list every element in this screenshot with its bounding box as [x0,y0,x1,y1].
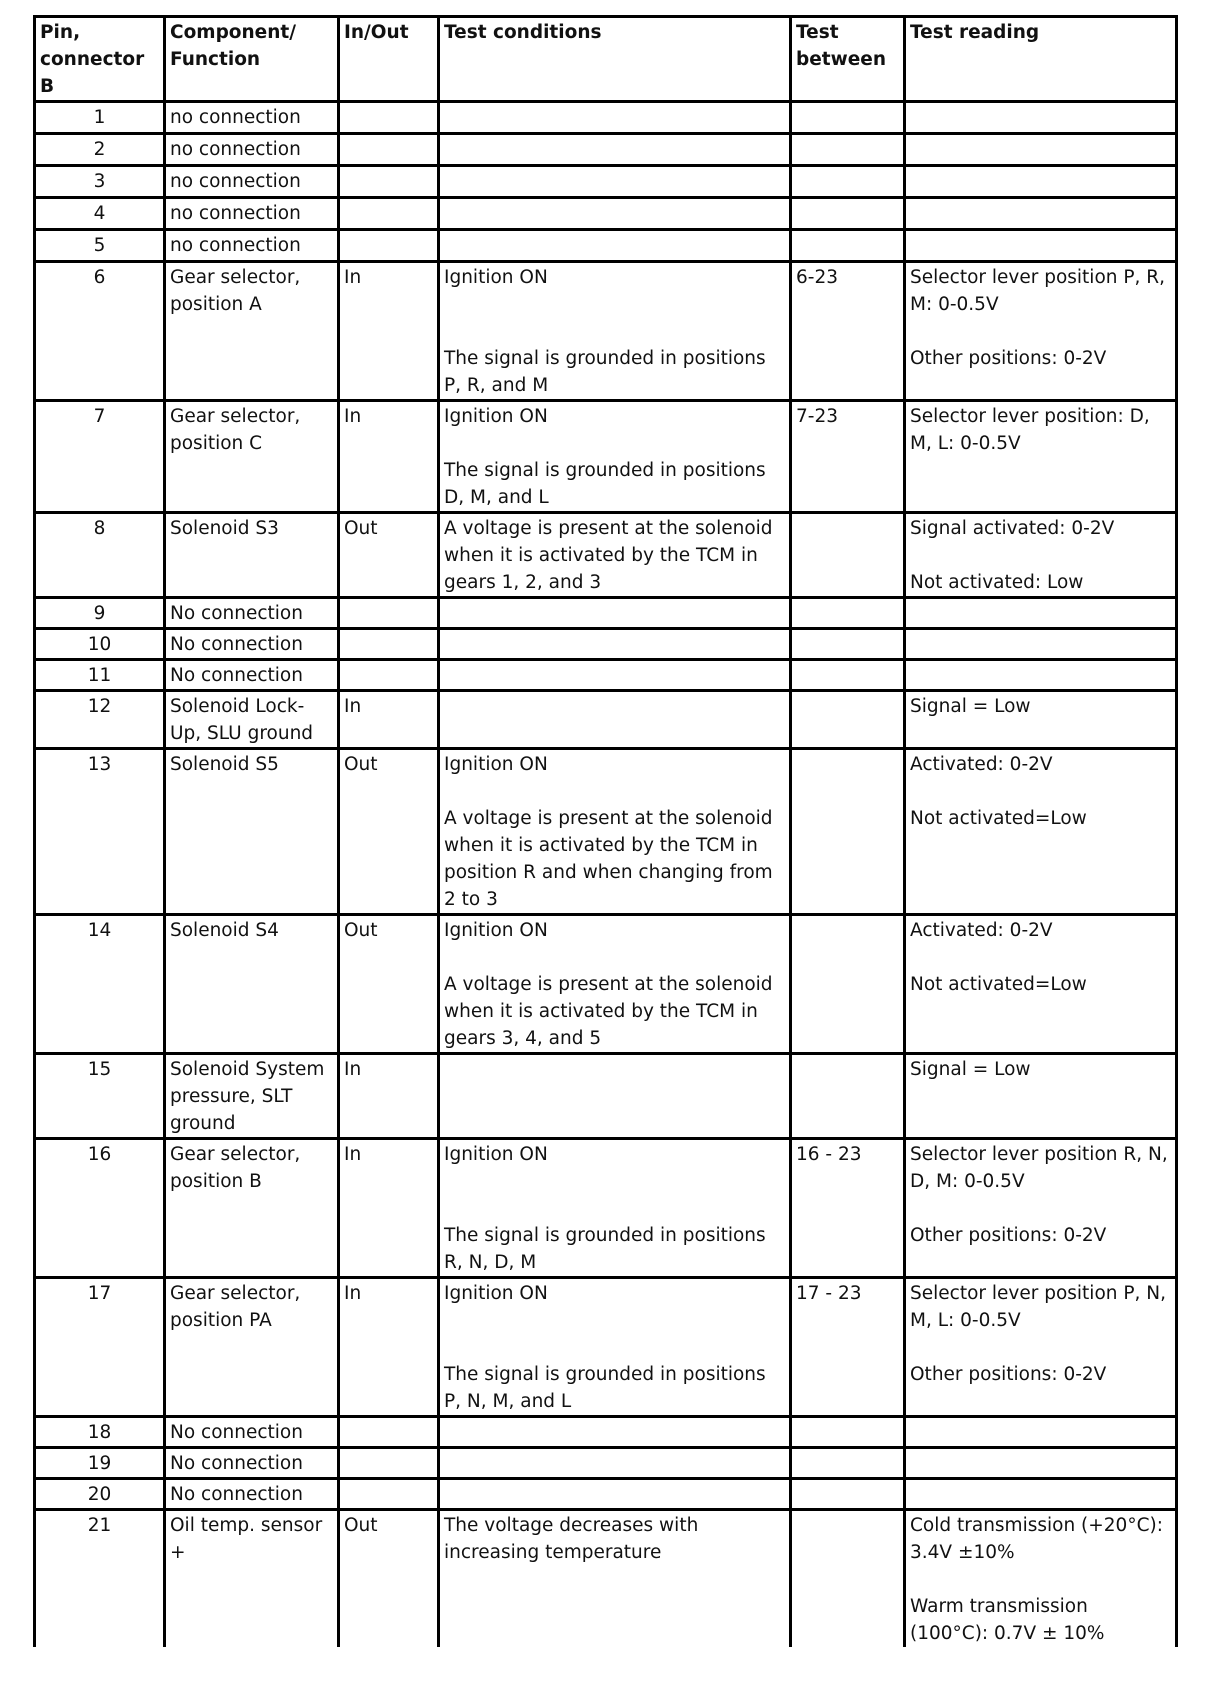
test-reading-text: Not activated: Low [910,572,1084,593]
table-row [35,629,1177,660]
test-condition-text: Ignition ON [444,754,548,775]
pin-number: 18 [35,1417,165,1448]
table-row [35,915,1177,1054]
test-condition-text: A voltage is present at the solenoid when it is activated by the TCM in position R and when changing from 2 to 3 [444,808,773,910]
test-condition-text: A voltage is present at the solenoid when it is activated by the TCM in gears 1, 2, and 3 [444,518,773,593]
in-out: In [339,262,439,401]
test-reading-text: Selector lever position: D, M, L: 0-0.5V [910,406,1150,454]
test-conditions [439,915,791,1054]
component-function: no connection [165,198,339,230]
component-function: Solenoid S3 [165,513,339,598]
test-reading-text: Not activated=Low [910,974,1087,995]
pin-number: 7 [35,401,165,513]
table-row [35,262,1177,401]
component-function: No connection [165,629,339,660]
test-between [791,102,905,134]
spacer [444,318,785,345]
test-reading [905,262,1177,401]
component-function: Solenoid System pressure, SLT ground [165,1054,339,1139]
test-reading-text: Other positions: 0-2V [910,348,1107,369]
pin-number: 12 [35,691,165,749]
test-between [791,1054,905,1139]
test-conditions [439,1510,791,1648]
test-conditions [439,1278,791,1417]
table-row [35,198,1177,230]
in-out: In [339,1278,439,1417]
component-function: no connection [165,102,339,134]
spacer [444,778,785,805]
test-reading-text: Not activated=Low [910,808,1087,829]
in-out [339,598,439,629]
pin-number: 21 [35,1510,165,1648]
table-row [35,660,1177,691]
spacer [910,944,1171,971]
test-between [791,166,905,198]
component-function: Gear selector, position PA [165,1278,339,1417]
header-reading: Test reading [905,17,1177,102]
pin-number: 4 [35,198,165,230]
test-reading [905,230,1177,262]
test-between [791,513,905,598]
pin-number: 5 [35,230,165,262]
pin-number: 14 [35,915,165,1054]
table-row [35,230,1177,262]
component-function: Solenoid S4 [165,915,339,1054]
table-row [35,134,1177,166]
test-condition-text: The signal is grounded in positions P, R, and M [444,348,766,396]
in-out [339,1448,439,1479]
table-row [35,691,1177,749]
test-reading [905,166,1177,198]
test-reading [905,1417,1177,1448]
test-between: 6-23 [791,262,905,401]
table-row [35,166,1177,198]
test-between: 7-23 [791,401,905,513]
test-reading-text: Cold transmission (+20°C): 3.4V ±10% [910,1515,1163,1563]
test-condition-text: Ignition ON [444,920,548,941]
component-function: Solenoid S5 [165,749,339,915]
table-row [35,1448,1177,1479]
table-row [35,598,1177,629]
table-row [35,513,1177,598]
in-out [339,629,439,660]
spacer [444,1168,785,1195]
test-between [791,1510,905,1648]
test-reading-text: Other positions: 0-2V [910,1225,1107,1246]
table-row [35,749,1177,915]
test-condition-text: The voltage decreases with increasing temperature [444,1515,699,1563]
pin-number: 2 [35,134,165,166]
test-conditions [439,401,791,513]
pin-number: 15 [35,1054,165,1139]
test-condition-text: The signal is grounded in positions R, N, D, M [444,1225,766,1273]
table-row [35,1417,1177,1448]
spacer [910,1566,1171,1593]
in-out [339,1479,439,1510]
pin-number: 8 [35,513,165,598]
test-reading [905,1054,1177,1139]
in-out: In [339,1139,439,1278]
component-function: no connection [165,230,339,262]
test-conditions [439,660,791,691]
test-condition-text: Ignition ON [444,406,548,427]
test-reading-text: Signal = Low [910,696,1031,717]
test-between [791,598,905,629]
test-conditions [439,198,791,230]
spacer [910,1195,1171,1222]
spacer [444,944,785,971]
test-between [791,1448,905,1479]
test-between: 16 - 23 [791,1139,905,1278]
test-condition-text: Ignition ON [444,267,548,288]
test-conditions [439,134,791,166]
test-reading-text: Warm transmission (100°C): 0.7V ± 10% [910,1596,1105,1644]
pin-number: 19 [35,1448,165,1479]
pin-number: 3 [35,166,165,198]
test-reading [905,915,1177,1054]
test-between: 17 - 23 [791,1278,905,1417]
in-out: In [339,401,439,513]
in-out [339,102,439,134]
in-out: In [339,1054,439,1139]
test-reading-text: Signal activated: 0-2V [910,518,1115,539]
test-condition-text: Ignition ON [444,1144,548,1165]
test-reading [905,598,1177,629]
in-out [339,230,439,262]
test-conditions [439,102,791,134]
pin-number: 13 [35,749,165,915]
component-function: Oil temp. sensor + [165,1510,339,1648]
pin-number: 11 [35,660,165,691]
table-row [35,1139,1177,1278]
component-function: no connection [165,134,339,166]
table-body [35,102,1177,1648]
table-row [35,1510,1177,1648]
test-reading [905,198,1177,230]
test-reading [905,1510,1177,1648]
in-out: Out [339,749,439,915]
test-conditions [439,1054,791,1139]
test-conditions [439,598,791,629]
test-conditions [439,629,791,660]
test-between [791,749,905,915]
test-between [791,1479,905,1510]
table-header-row [35,17,1177,102]
test-between [791,1417,905,1448]
spacer [444,430,785,457]
table-row [35,1054,1177,1139]
in-out [339,1417,439,1448]
test-conditions [439,749,791,915]
component-function: No connection [165,660,339,691]
test-condition-text: The signal is grounded in positions P, N, M, and L [444,1364,766,1412]
header-inout: In/Out [339,17,439,102]
pin-number: 16 [35,1139,165,1278]
test-reading [905,134,1177,166]
spacer [444,1195,785,1222]
test-condition-text: A voltage is present at the solenoid when it is activated by the TCM in gears 3, 4, and 5 [444,974,773,1049]
test-reading-text: Selector lever position P, R, M: 0-0.5V [910,267,1166,315]
component-function: Gear selector, position A [165,262,339,401]
component-function: Gear selector, position C [165,401,339,513]
header-conditions: Test conditions [439,17,791,102]
test-reading [905,691,1177,749]
spacer [444,291,785,318]
in-out [339,134,439,166]
pin-number: 1 [35,102,165,134]
test-reading [905,1479,1177,1510]
test-conditions [439,230,791,262]
test-reading [905,1278,1177,1417]
pin-table [33,15,1178,1647]
in-out: Out [339,1510,439,1648]
test-conditions [439,1139,791,1278]
header-between: Test between [791,17,905,102]
spacer [444,1334,785,1361]
in-out [339,166,439,198]
test-condition-text: The signal is grounded in positions D, M, and L [444,460,766,508]
pin-number: 6 [35,262,165,401]
test-condition-text: Ignition ON [444,1283,548,1304]
in-out: Out [339,513,439,598]
test-between [791,198,905,230]
test-reading-text: Activated: 0-2V [910,754,1053,775]
test-conditions [439,1448,791,1479]
test-between [791,660,905,691]
test-conditions [439,166,791,198]
table-row [35,102,1177,134]
test-reading-text: Signal = Low [910,1059,1031,1080]
test-conditions [439,1479,791,1510]
test-reading [905,102,1177,134]
component-function: No connection [165,598,339,629]
test-reading-text: Selector lever position R, N, D, M: 0-0.5V [910,1144,1168,1192]
table-row [35,1479,1177,1510]
in-out [339,198,439,230]
test-reading-text: Selector lever position P, N, M, L: 0-0.5V [910,1283,1167,1331]
test-reading [905,1448,1177,1479]
in-out [339,660,439,691]
test-between [791,134,905,166]
table-row [35,401,1177,513]
test-reading-text: Activated: 0-2V [910,920,1053,941]
pin-number: 9 [35,598,165,629]
pin-number: 10 [35,629,165,660]
table-row [35,1278,1177,1417]
spacer [444,1307,785,1334]
in-out: Out [339,915,439,1054]
spacer [910,1334,1171,1361]
component-function: Solenoid Lock-Up, SLU ground [165,691,339,749]
test-reading [905,660,1177,691]
pin-number: 17 [35,1278,165,1417]
pin-number: 20 [35,1479,165,1510]
test-conditions [439,513,791,598]
test-conditions [439,1417,791,1448]
test-conditions [439,262,791,401]
spacer [910,318,1171,345]
component-function: no connection [165,166,339,198]
test-reading [905,749,1177,915]
test-between [791,691,905,749]
spacer [910,542,1171,569]
spacer [910,778,1171,805]
test-between [791,915,905,1054]
header-pin: Pin, connector B [35,17,165,102]
test-between [791,230,905,262]
component-function: No connection [165,1417,339,1448]
test-reading-text: Other positions: 0-2V [910,1364,1107,1385]
test-reading [905,1139,1177,1278]
component-function: No connection [165,1479,339,1510]
test-conditions [439,691,791,749]
component-function: No connection [165,1448,339,1479]
in-out: In [339,691,439,749]
test-reading [905,513,1177,598]
test-reading [905,401,1177,513]
component-function: Gear selector, position B [165,1139,339,1278]
header-component: Component/ Function [165,17,339,102]
test-reading [905,629,1177,660]
test-between [791,629,905,660]
